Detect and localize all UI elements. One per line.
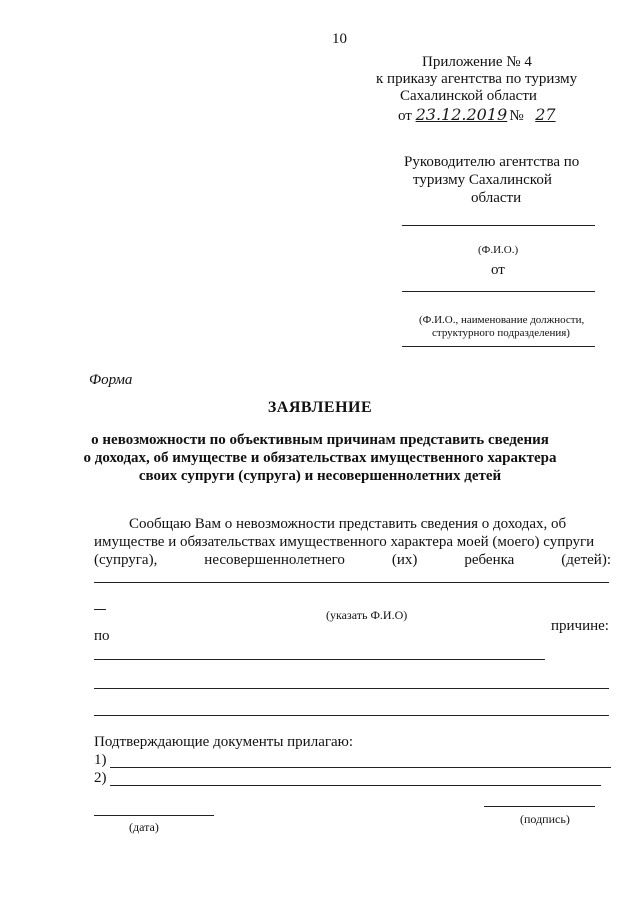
page-number: 10 <box>332 31 347 47</box>
annex-line-3: Сахалинской области <box>400 88 537 104</box>
annex-date-prefix: от <box>398 108 412 124</box>
signature-line <box>484 806 595 807</box>
addressee-from-line <box>402 291 595 292</box>
documents-label: Подтверждающие документы прилагаю: <box>94 734 354 750</box>
subtitle-line-3: своих супруги (супруга) и несовершеннолетних детей <box>138 468 502 484</box>
child-fio-line <box>94 582 609 583</box>
body-line-3 <box>94 552 611 569</box>
body-word-2: несовершеннолетнего <box>204 552 345 568</box>
addressee-line-3: области <box>471 190 522 206</box>
subtitle-line-2: о доходах, об имуществе и обязательствах имущественного характера <box>83 450 557 466</box>
body-word-4: ребенка <box>464 552 515 568</box>
annex-line-2: к приказу агентства по туризму <box>376 71 578 87</box>
child-fio-hint: (указать Ф.И.О) <box>326 608 408 622</box>
annex-date-row <box>398 105 563 125</box>
reason-line-3 <box>94 715 609 716</box>
document-title: ЗАЯВЛЕНИЕ <box>267 399 373 416</box>
addressee-line-1: Руководителю агентства по <box>404 154 580 170</box>
addressee-fio-hint: (Ф.И.О.) <box>478 244 519 256</box>
addressee-from-label: от <box>491 262 505 278</box>
reason-line-2 <box>94 688 609 689</box>
reason-line-1 <box>94 659 545 660</box>
body-line-1: Сообщаю Вам о невозможности представить сведения о доходах, об <box>129 516 567 532</box>
document-item-2: 2) <box>94 770 107 786</box>
body-line-2: имуществе и обязательствах имущественного характера моей (моего) супруги <box>94 534 595 550</box>
document-line-2 <box>110 785 601 786</box>
signature-hint: (подпись) <box>520 812 570 826</box>
body-word-5: (детей): <box>561 552 611 568</box>
addressee-line-2: туризму Сахалинской <box>413 172 552 188</box>
form-label: Форма <box>89 372 133 388</box>
date-hint: (дата) <box>129 820 159 834</box>
addressee-fio-line <box>402 225 595 226</box>
addressee-from-hint-2: структурного подразделения) <box>432 327 570 339</box>
body-word-3: (их) <box>391 552 418 568</box>
child-fio-line-tail <box>94 609 106 610</box>
annex-date-value: 23.12.2019 <box>415 105 508 124</box>
annex-line-1: Приложение № 4 <box>422 54 532 70</box>
reason-word: причине: <box>551 618 609 634</box>
addressee-position-line <box>402 346 595 347</box>
subtitle-line-1: о невозможности по объективным причинам представить сведения <box>91 432 549 448</box>
reason-prefix: по <box>94 628 110 644</box>
annex-number-value: 27 <box>535 105 556 124</box>
document-item-1: 1) <box>94 752 107 768</box>
date-line <box>94 815 214 816</box>
addressee-from-hint-1: (Ф.И.О., наименование должности, <box>419 314 585 326</box>
body-word-1: (супруга), <box>94 552 158 568</box>
annex-number-prefix: № <box>509 108 524 124</box>
document-line-1 <box>110 767 611 768</box>
